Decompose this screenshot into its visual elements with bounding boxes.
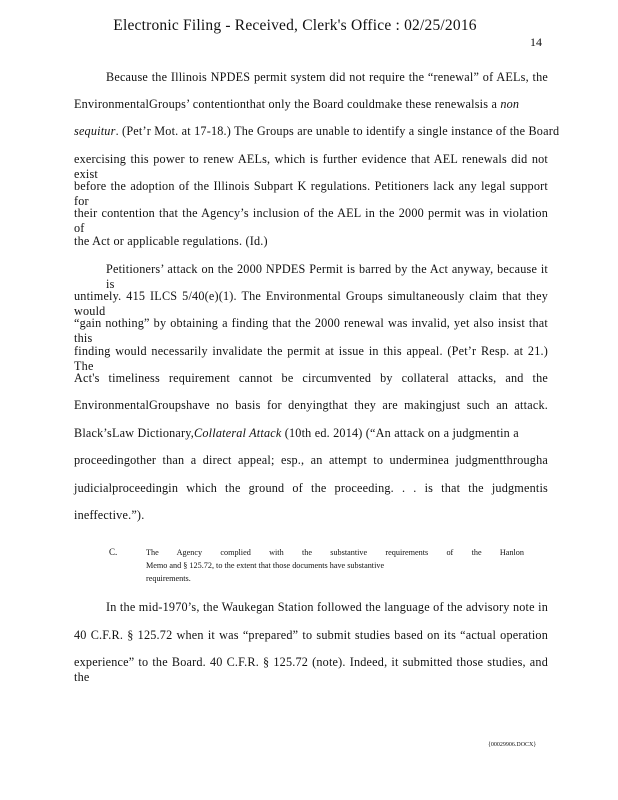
body-line: Black’sLaw Dictionary,Collateral Attack (10th ed. 2014) (“An attack on a judgmentin a [74,426,519,440]
section-heading-line: requirements. [146,574,191,583]
body-line: Because the Illinois NPDES permit system did not require the “renewal” of AELs, the [106,70,548,84]
body-line: the Act or applicable regulations. (Id.) [74,234,268,248]
body-line: EnvironmentalGroupshave no basis for denyingthat they are makingjust such an attack. [74,398,548,412]
body-line: untimely. 415 ILCS 5/40(e)(1). The Environmental Groups simultaneously claim that they would [74,289,548,318]
body-line: 40 C.F.R. § 125.72 when it was “prepared” to submit studies based on its “actual operation [74,628,548,642]
body-line: sequitur. (Pet’r Mot. at 17-18.) The Groups are unable to identify a single instance of the Board [74,124,560,138]
body-line: In the mid-1970’s, the Waukegan Station followed the language of the advisory note in [106,600,548,614]
body-line: experience” to the Board. 40 C.F.R. § 125.72 (note). Indeed, it submitted those studies, and the [74,655,548,684]
body-line: EnvironmentalGroups’ contentionthat only the Board couldmake these renewalsis a non [74,97,520,111]
body-line: exercising this power to renew AELs, which is further evidence that AEL renewals did not exist [74,152,548,181]
body-line: finding would necessarily invalidate the permit at issue in this appeal. (Pet’r Resp. at 21.) The [74,344,548,373]
body-line: “gain nothing” by obtaining a finding that the 2000 renewal was invalid, yet also insist that this [74,316,548,345]
section-heading-line: Memo and § 125.72, to the extent that those documents have substantive [146,561,385,570]
body-line: Petitioners’ attack on the 2000 NPDES Permit is barred by the Act anyway, because it is [106,262,548,291]
filing-stamp-header: Electronic Filing - Received, Clerk's Office : 02/25/2016 [113,17,477,34]
body-line: Act's timeliness requirement cannot be circumvented by collateral attacks, and the [74,371,548,385]
body-line: proceedingother than a direct appeal; esp., an attempt to underminea judgmentthrougha [74,453,548,467]
body-line: their contention that the Agency’s inclusion of the AEL in the 2000 permit was in violation of [74,206,548,235]
section-heading-letter: C. [109,547,118,557]
page-number: 14 [530,35,542,49]
body-line: judicialproceedingin which the ground of the proceeding. . . is that the judgmentis [74,481,548,495]
body-line: ineffective.”). [74,508,145,522]
body-line: before the adoption of the Illinois Subpart K regulations. Petitioners lack any legal support for [74,179,548,208]
section-heading-line: The Agency complied with the substantive requirements of the Hanlon [146,548,524,557]
document-id-footer: {00029906.DOCX} [488,742,537,748]
